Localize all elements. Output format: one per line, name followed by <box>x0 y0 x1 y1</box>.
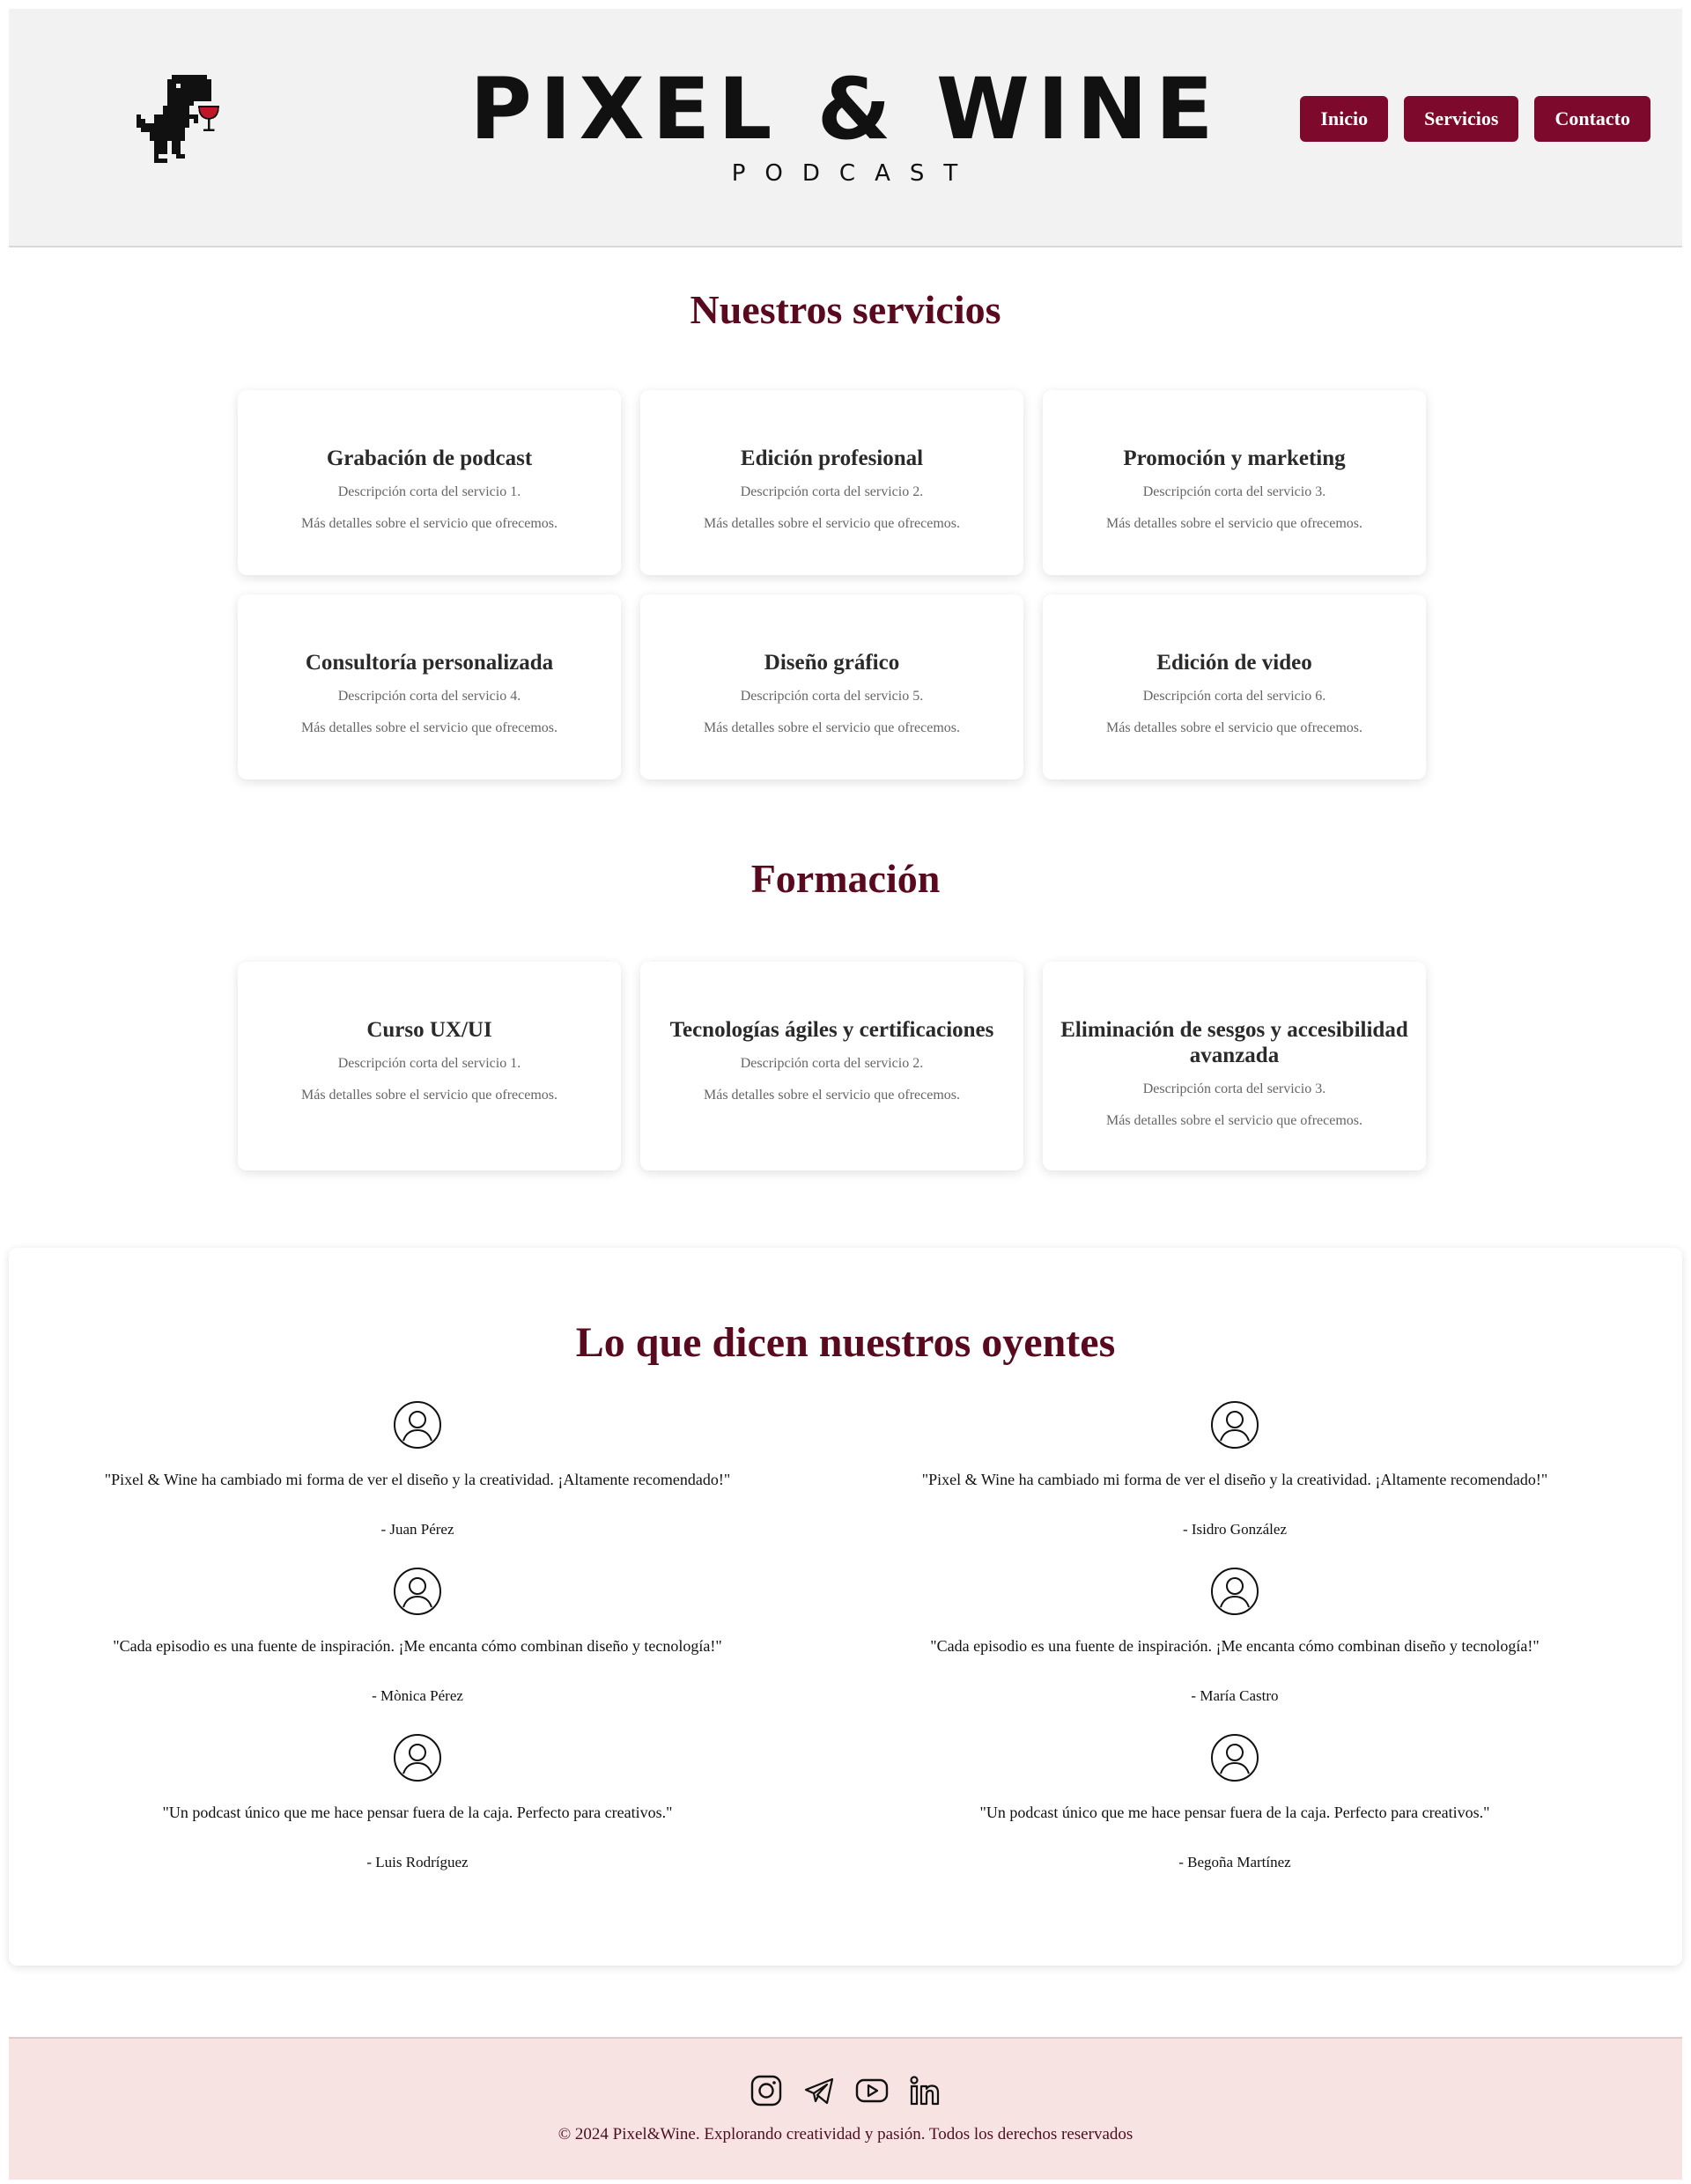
testimonial-author: - María Castro <box>1191 1687 1279 1704</box>
testimonial-quote: "Un podcast único que me hace pensar fuera de la caja. Perfecto para creativos." <box>979 1804 1490 1821</box>
formacion-card <box>1043 962 1426 1170</box>
user-avatar-icon <box>1210 1733 1259 1782</box>
card-title: Eliminación de sesgos y accesibilidad avanzada <box>1060 1018 1408 1067</box>
brand-subtitle: PODCAST <box>731 160 978 187</box>
card-description: Descripción corta del servicio 1. <box>337 1055 521 1071</box>
testimonial-quote: "Cada episodio es una fuente de inspiración. ¡Me encanta cómo combinan diseño y tecnología!" <box>113 1637 722 1655</box>
service-card <box>1043 594 1426 779</box>
card-description: Descripción corta del servicio 3. <box>1142 1081 1326 1096</box>
card-details: Más detalles sobre el servicio que ofrecemos. <box>1105 1112 1362 1128</box>
card-title: Curso UX/UI <box>366 1018 492 1042</box>
social-links <box>9 2074 1682 2107</box>
formacion-card <box>640 962 1023 1170</box>
user-avatar-icon <box>393 1733 442 1782</box>
formacion-card <box>238 962 621 1170</box>
user-avatar-icon <box>1210 1567 1259 1616</box>
service-card <box>640 594 1023 779</box>
testimonials-grid <box>9 1400 1682 1900</box>
card-title: Edición de video <box>1156 651 1312 675</box>
testimonial-author: - Isidro González <box>1182 1521 1287 1538</box>
user-avatar-icon <box>393 1567 442 1616</box>
card-description: Descripción corta del servicio 2. <box>740 483 924 499</box>
testimonial-item <box>826 1400 1643 1567</box>
user-avatar-icon <box>393 1400 442 1450</box>
card-description: Descripción corta del servicio 3. <box>1142 483 1326 499</box>
card-details: Más detalles sobre el servicio que ofrecemos. <box>1105 719 1362 735</box>
service-card <box>238 390 621 575</box>
card-description: Descripción corta del servicio 6. <box>1142 688 1326 704</box>
youtube-icon[interactable] <box>855 2074 889 2107</box>
card-title: Consultoría personalizada <box>305 651 554 675</box>
footer-copyright: © 2024 Pixel&Wine. Explorando creatividad y pasión. Todos los derechos reservados <box>558 2125 1133 2143</box>
card-title: Edición profesional <box>740 446 924 470</box>
card-description: Descripción corta del servicio 1. <box>337 483 521 499</box>
user-avatar-icon <box>1210 1400 1259 1450</box>
card-details: Más detalles sobre el servicio que ofrecemos. <box>703 515 960 531</box>
site-footer <box>9 2037 1682 2180</box>
services-grid <box>238 390 1453 779</box>
formacion-grid <box>238 962 1453 1170</box>
testimonial-author: - Mònica Pérez <box>372 1687 463 1704</box>
testimonial-item <box>826 1567 1643 1733</box>
card-details: Más detalles sobre el servicio que ofrecemos. <box>300 719 558 735</box>
brand-title: PIXEL & WINE <box>469 60 1222 159</box>
card-title: Grabación de podcast <box>326 446 533 470</box>
card-details: Más detalles sobre el servicio que ofrecemos. <box>703 1087 960 1103</box>
card-details: Más detalles sobre el servicio que ofrecemos. <box>300 515 558 531</box>
testimonial-author: - Juan Pérez <box>380 1521 454 1538</box>
service-card <box>238 594 621 779</box>
services-title: Nuestros servicios <box>690 287 1001 332</box>
service-card <box>1043 390 1426 575</box>
testimonials-section <box>9 1248 1682 1966</box>
card-title: Diseño gráfico <box>764 651 900 675</box>
site-header <box>9 9 1682 247</box>
testimonial-item <box>9 1567 826 1733</box>
testimonial-item <box>9 1400 826 1567</box>
card-details: Más detalles sobre el servicio que ofrecemos. <box>1105 515 1362 531</box>
nav-servicios-button[interactable]: Servicios <box>1404 96 1518 142</box>
card-details: Más detalles sobre el servicio que ofrecemos. <box>703 719 960 735</box>
nav-contacto-button[interactable]: Contacto <box>1534 96 1650 142</box>
service-card <box>640 390 1023 575</box>
testimonial-quote: "Cada episodio es una fuente de inspiración. ¡Me encanta cómo combinan diseño y tecnología!" <box>930 1637 1540 1655</box>
telegram-icon[interactable] <box>802 2074 836 2107</box>
card-description: Descripción corta del servicio 4. <box>337 688 521 704</box>
instagram-icon[interactable] <box>750 2074 783 2107</box>
testimonial-item <box>826 1733 1643 1900</box>
card-details: Más detalles sobre el servicio que ofrecemos. <box>300 1087 558 1103</box>
card-description: Descripción corta del servicio 5. <box>740 688 924 704</box>
nav-inicio-button[interactable]: Inicio <box>1300 96 1388 142</box>
testimonial-quote: "Un podcast único que me hace pensar fuera de la caja. Perfecto para creativos." <box>162 1804 673 1821</box>
testimonial-item <box>9 1733 826 1900</box>
testimonial-quote: "Pixel & Wine ha cambiado mi forma de ver el diseño y la creatividad. ¡Altamente recomendado!" <box>921 1471 1548 1488</box>
testimonial-quote: "Pixel & Wine ha cambiado mi forma de ver el diseño y la creatividad. ¡Altamente recomendado!" <box>104 1471 731 1488</box>
formacion-title: Formación <box>750 856 941 901</box>
testimonial-author: - Luis Rodríguez <box>366 1854 469 1870</box>
card-description: Descripción corta del servicio 2. <box>740 1055 924 1071</box>
main-nav <box>1300 96 1650 142</box>
linkedin-icon[interactable] <box>908 2074 941 2107</box>
card-title: Tecnologías ágiles y certificaciones <box>669 1018 994 1042</box>
testimonials-title: Lo que dicen nuestros oyentes <box>575 1319 1116 1366</box>
testimonial-author: - Begoña Martínez <box>1178 1854 1291 1870</box>
card-title: Promoción y marketing <box>1123 446 1346 470</box>
